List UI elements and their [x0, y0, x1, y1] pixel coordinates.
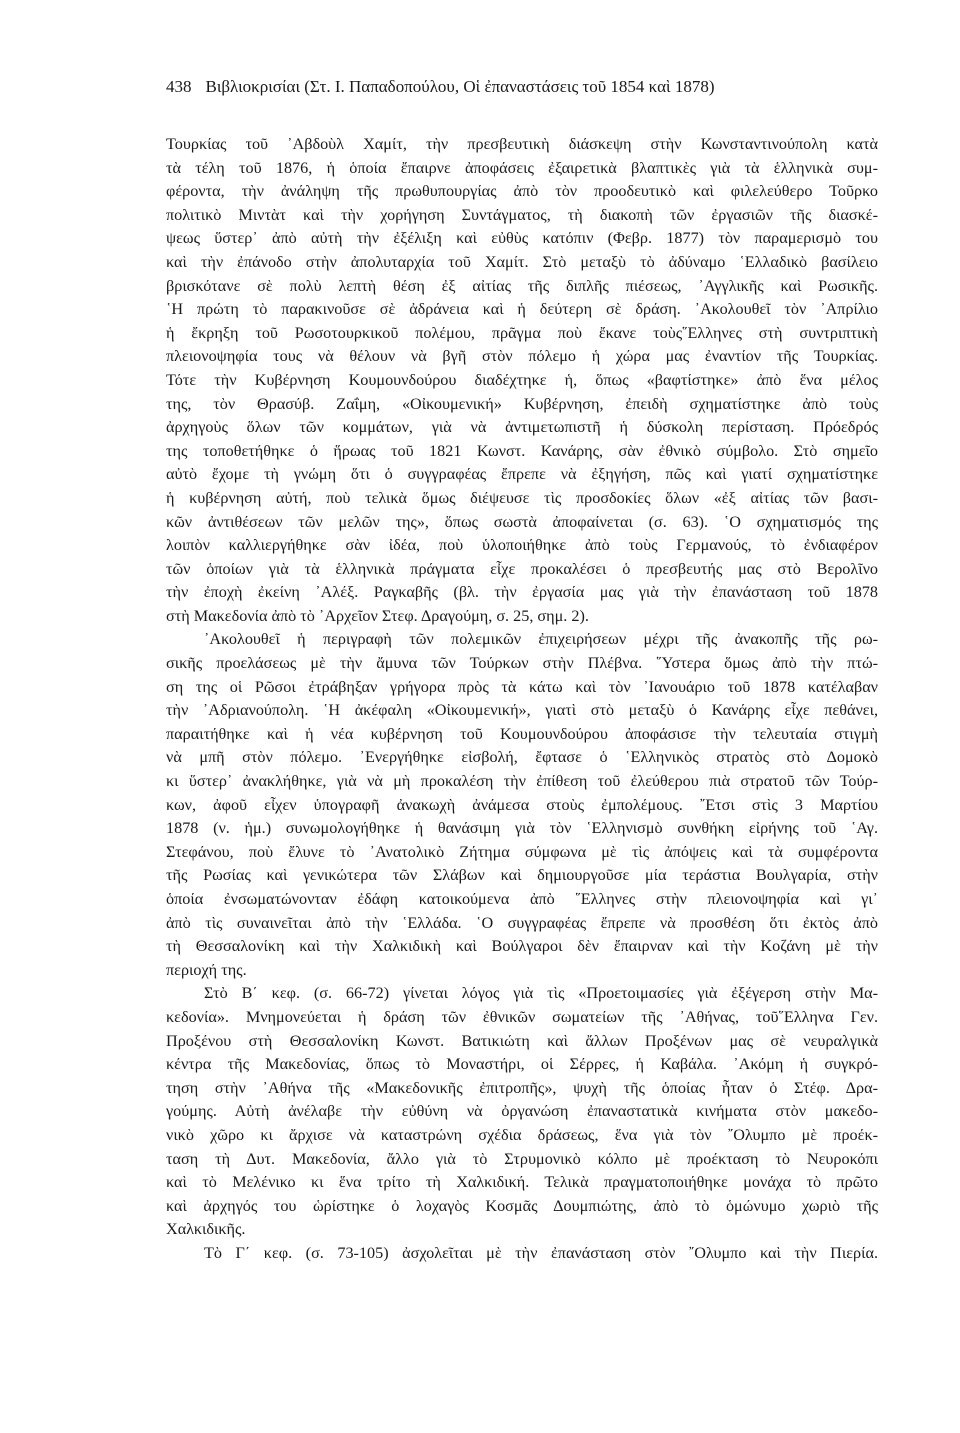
- text-line: ταση τὴ Δυτ. Μακεδονία, ἄλλο γιὰ τὸ Στρυμονικὸ κόλπο μὲ προέκταση τὸ Νευροκόπι: [166, 1149, 878, 1168]
- text-line: κων, ἀφοῦ εἶχεν ὑπογραφῆ ἀνακωχὴ ἀνάμεσα στοὺς ἐμπολέμους. ῎Ετσι στὶς 3 Μαρτίου: [166, 795, 878, 814]
- text-line: περιοχή της.: [166, 960, 247, 979]
- text-line: καὶ τὸ Μελένικο κι ἕνα τρίτο τὴ Χαλκιδική. Τελικὰ πραγματοποιήθηκε μονάχα τὸ πρῶτο: [166, 1173, 878, 1192]
- page-number: 438: [166, 77, 192, 96]
- text-line: ὁποία ἐνσωματώνονταν ἐδάφη κατοικούμενα ἀπὸ ῞Ελληνες στὴν πλειονοψηφία καὶ γι᾿: [166, 890, 878, 908]
- text-line: ψεως ὕστερ᾿ ἀπὸ αὐτὴ τὴν ἐξέλιξη καὶ εὐθὺς κατόπιν (Φεβρ. 1877) τὸν παραμερισμὸ του: [166, 229, 878, 248]
- text-line: σικῆς προελάσεως μὲ τὴν ἄμυνα τῶν Τούρκων στὴν Πλέβνα. ῞Υστερα ὅμως ἀπὸ τὴν πτώ-: [166, 654, 878, 673]
- text-line: πλειονοψηφία τους νὰ θέλουν νὰ βγῆ στὸν πόλεμο ἡ χώρα μας ἐναντίον τῆς Τουρκίας.: [166, 347, 878, 366]
- running-header: [166, 76, 886, 98]
- text-line: λοιπὸν καλλιεργήθηκε σὰν ἰδέα, ποὺ ὑλοποιήθηκε ἀπὸ τοὺς Γερμανούς, τὸ ἐνδιαφέρον: [166, 536, 878, 555]
- text-line: τῆς Ρωσίας καὶ γενικώτερα τῶν Σλάβων καὶ δημιουργοῦσε μία τεράστια Βουλγαρία, στὴν: [166, 866, 878, 885]
- text-line: πολιτικὸ Μιντὰτ καὶ τὴν χορήγηση Συντάγματος, τὴ διακοπὴ τῶν ἐργασιῶν τῆς διασκέ-: [166, 205, 878, 224]
- text-line: ση της οἱ Ρῶσοι ἐτράβηξαν γρήγορα πρὸς τὰ κάτω καὶ τὸν ᾿Ιανουάριο τοῦ 1878 κατέλαβαν: [166, 677, 878, 696]
- text-line: Προξένου στὴ Θεσσαλονίκη Κωνστ. Βατικιώτη καὶ ἄλλων Προξένων μας σὲ νευραλγικὰ: [166, 1031, 878, 1050]
- text-line: Στεφάνου, ποὺ ἔλυνε τὸ ᾿Ανατολικὸ Ζήτημα σύμφωνα μὲ τὶς ἀπόψεις καὶ τὰ συμφέροντα: [166, 842, 878, 861]
- text-line: καὶ ἀρχηγός του ὡρίστηκε ὁ λοχαγὸς Κοσμᾶς Δουμπιώτης, ἀπὸ τὸ ὁμώνυμο χωριὸ τῆς: [166, 1196, 878, 1215]
- text-line: τῶν ὁποίων γιὰ τὰ ἑλληνικὰ πράγματα εἶχε προκαλέσει ὁ πρεσβευτής μας στὸ Βερολῖνο: [166, 559, 878, 578]
- text-line: Τὸ Γ΄ κεφ. (σ. 73-105) ἀσχολεῖται μὲ τὴν ἐπανάσταση στὸν ῎Ολυμπο καὶ τὴν Πιερία.: [204, 1243, 878, 1262]
- text-line: τὰ τέλη τοῦ 1876, ἡ ὁποία ἔπαιρνε ἀποφάσεις ἐξαιρετικὰ βλαπτικὲς γιὰ τὰ ἑλληνικὰ συμ-: [166, 158, 878, 177]
- text-line: 1878 (ν. ἡμ.) συνωμολογήθηκε ἡ θανάσιμη γιὰ τὸν ῾Ελληνισμὸ συνθήκη εἰρήνης τοῦ ῾Αγ.: [166, 819, 878, 838]
- text-line: στὴ Μακεδονία ἀπὸ τὸ ᾿Αρχεῖον Στεφ. Δραγούμη, σ. 25, σημ. 2).: [166, 606, 589, 625]
- text-line: Στὸ Β΄ κεφ. (σ. 66-72) γίνεται λόγος γιὰ τὶς «Προετοιμασίες γιὰ ἐξέγερση στὴν Μα-: [204, 984, 878, 1003]
- text-line: φέροντα, τὴν ἀνάληψη τῆς πρωθυπουργίας ἀπὸ τὸν προοδευτικὸ καὶ φιλελεύθερο Τοῦρκο: [166, 182, 878, 201]
- text-line: ἀρχηγοὺς ὅλων τῶν κομμάτων, γιὰ νὰ ἀντιμετωπιστῆ ἡ δύσκολη περίσταση. Πρόεδρός: [166, 418, 878, 437]
- text-line: ῾Η πρώτη τὸ παρακινοῦσε σὲ ἀδράνεια καὶ ἡ δεύτερη σὲ δράση. ᾿Ακολουθεῖ τὸν ᾿Απρίλιο: [166, 300, 878, 319]
- text-line: κι ὕστερ᾿ ἀνακλήθηκε, γιὰ νὰ μὴ προκαλέση τὴν ἐπίθεση τοῦ ἐλεύθερου πιὰ στρατοῦ τῶν Τούρ-: [166, 772, 878, 791]
- text-line: νὰ μπῆ στὸν πόλεμο. ᾿Ενεργήθηκε εἰσβολή, ἔφτασε ὁ ῾Ελληνικὸς στρατὸς στὸ Δομοκὸ: [166, 748, 878, 767]
- text-line: παραιτήθηκε καὶ ἡ νέα κυβέρνηση τοῦ Κουμουνδούρου ἀποφάσισε τὴν τελευταία στιγμὴ: [166, 724, 878, 743]
- text-line: της τοποθετήθηκε ὁ ἥρωας τοῦ 1821 Κωνστ. Κανάρης, σὰν ἐθνικὸ σύμβολο. Στὸ σημεῖο: [166, 441, 878, 460]
- text-line: Τότε τὴν Κυβέρνηση Κουμουνδούρου διαδέχτηκε ἡ, ὅπως «βαφτίστηκε» ἀπὸ ἕνα μέλος: [166, 370, 878, 389]
- text-line: αὐτὸ ἔχομε τὴ γνώμη ὅτι ὁ συγγραφέας ἔπρεπε νὰ ἐξηγήση, πῶς καὶ γιατί σχηματίστηκε: [166, 465, 878, 484]
- text-line: τὴν ᾿Αδριανούπολη. ῾Η ἀκέφαλη «Οἰκουμενική», γιατὶ στὸ μεταξὺ ὁ Κανάρης εἶχε πεθάνει,: [166, 701, 878, 720]
- text-line: τὴν ἐποχὴ ἐκείνη ᾿Αλέξ. Ραγκαβῆς (βλ. τὴν ἐργασία μας γιὰ τὴν ἐπανάσταση τοῦ 1878: [166, 583, 878, 602]
- text-line: Τουρκίας τοῦ ᾿Αβδοὺλ Χαμίτ, τὴν πρεσβευτικὴ διάσκεψη στὴν Κωνσταντινούπολη κατὰ: [166, 135, 878, 153]
- text-line: κέντρα τῆς Μακεδονίας, ὅπως τὸ Μοναστήρι, οἱ Σέρρες, ἡ Καβάλα. ᾿Ακόμη ἡ συγκρό-: [166, 1055, 878, 1074]
- text-line: καὶ τὴν ἐπάνοδο στὴν ἀπολυταρχία τοῦ Χαμίτ. Στὸ μεταξὺ τὸ ἀδύναμο ῾Ελλαδικὸ βασίλειο: [166, 252, 878, 271]
- text-line: ᾿Ακολουθεῖ ἡ περιγραφὴ τῶν πολεμικῶν ἐπιχειρήσεων μέχρι τῆς ἀνακοπῆς τῆς ρω-: [204, 630, 878, 649]
- text-line: νικὸ χῶρο κι ἄρχισε νὰ καταστρώνη σχέδια δράσεως, ἕνα γιὰ τὸν ῎Ολυμπο μὲ προέκ-: [166, 1125, 878, 1144]
- text-line: γούμης. Αὐτὴ ἀνέλαβε τὴν εὐθύνη νὰ ὀργανώση ἐπαναστατικὰ κινήματα στὸν μακεδο-: [166, 1102, 878, 1121]
- body-text: [166, 133, 878, 1266]
- text-line: ἡ ἔκρηξη τοῦ Ρωσοτουρκικοῦ πολέμου, πρᾶγμα ποὺ ἔκανε τοὺς῞Ελληνες στὴ συντριπτικὴ: [166, 323, 878, 342]
- text-line: ἡ κυβέρνηση αὐτή, ποὺ τελικὰ ὅμως διέψευσε τὶς προσδοκίες ὅλων «ἐξ αἰτίας τῶν βασι-: [166, 488, 878, 507]
- text-line: ἀπὸ τὶς συναινεῖται ἀπὸ τὴν ῾Ελλάδα. ῾Ο συγγραφέας ἔπρεπε νὰ προσθέση ὅτι ἐκτὸς ἀπὸ: [166, 913, 878, 932]
- text-line: κῶν ἀντιθέσεων τῶν μελῶν της», ὅπως σωστὰ ἀποφαίνεται (σ. 63). ῾Ο σχηματισμός της: [166, 512, 878, 531]
- text-line: της, τὸν Θρασύβ. Ζαΐμη, «Οἰκουμενική» Κυβέρνηση, ἐπειδὴ σχηματίστηκε ἀπὸ τοὺς: [166, 394, 878, 413]
- text-line: τὴ Θεσσαλονίκη καὶ τὴν Χαλκιδικὴ καὶ Βούλγαροι δὲν ἔπαιρναν καὶ τὴν Κοζάνη μὲ τὴν: [166, 937, 878, 956]
- running-title: Βιβλιοκρισίαι (Στ. Ι. Παπαδοπούλου, Οἱ ἐπαναστάσεις τοῦ 1854 καὶ 1878): [205, 77, 715, 96]
- text-line: βρισκότανε σὲ πολὺ λεπτὴ θέση ἐξ αἰτίας τῆς διπλῆς πιέσεως, ᾿Αγγλικῆς καὶ Ρωσικῆς.: [166, 276, 878, 295]
- text-line: τηση στὴν ᾿Αθήνα τῆς «Μακεδονικῆς ἐπιτροπῆς», ψυχὴ τῆς ὁποίας ἦταν ὁ Στέφ. Δρα-: [166, 1078, 878, 1097]
- text-line: κεδονία». Μνημονεύεται ἡ δράση τῶν ἐθνικῶν σωματείων τῆς ᾿Αθήνας, τοῦ῞Ελληνα Γεν.: [166, 1007, 878, 1026]
- text-line: Χαλκιδικῆς.: [166, 1220, 246, 1239]
